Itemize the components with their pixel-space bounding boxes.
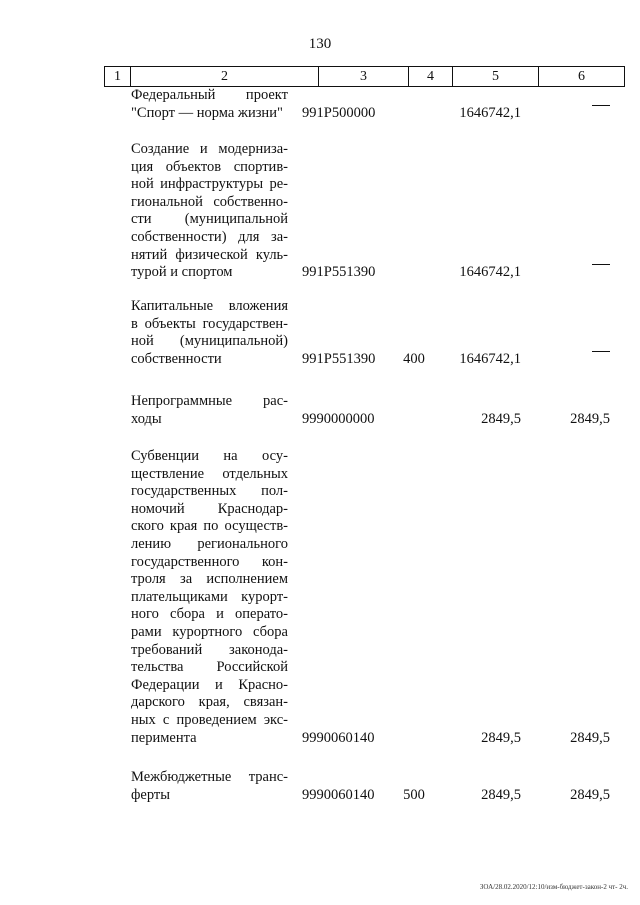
row-name-line: ной инфраструктуры ре-	[131, 176, 288, 193]
row-name-line: рами курортного сбора	[131, 623, 288, 640]
row-name	[131, 393, 288, 428]
row-name-line: собственности	[131, 350, 222, 367]
row-name-line: ферты	[131, 786, 170, 803]
row-code: 9990060140	[302, 729, 375, 746]
row-name-line: государственного кон-	[131, 553, 288, 570]
row-name-line: ных с проведением экс-	[131, 711, 288, 728]
row-name	[131, 448, 288, 747]
row-name-line: Федеральный проект	[131, 87, 288, 103]
row-name-line: ходы	[131, 410, 162, 427]
empty-dash	[530, 105, 610, 124]
dash-mark	[592, 264, 610, 283]
dash-mark	[592, 105, 610, 124]
row-name-line: троля за исполнением	[131, 571, 288, 588]
row-code: 9990000000	[302, 410, 375, 427]
row-kvr: 500	[403, 786, 425, 803]
header-col-3: 3	[318, 67, 408, 86]
row-sum-col5: 1646742,1	[459, 264, 521, 281]
row-name-line: ция объектов спортив-	[131, 158, 288, 175]
row-name-line: Межбюджетные транс-	[131, 769, 288, 785]
row-name-line: нятий физической куль-	[131, 246, 288, 263]
row-sum-col5: 2849,5	[481, 729, 521, 746]
row-name-line: ского края по осуществ-	[131, 518, 288, 535]
row-name-line: ществление отдельных	[131, 465, 288, 482]
row-kvr: 400	[403, 350, 425, 367]
table-header	[104, 66, 625, 87]
row-name-line: "Спорт — норма жизни"	[131, 104, 283, 121]
row-name-line: ного сбора и операто-	[131, 606, 288, 623]
row-name-line: ной (муниципальной)	[131, 333, 288, 350]
row-name-line: Создание и модерниза-	[131, 141, 288, 157]
row-name-line: Федерации и Красно-	[131, 676, 288, 693]
empty-dash	[530, 264, 610, 283]
row-sum-col5: 2849,5	[481, 410, 521, 427]
row-name	[131, 141, 288, 282]
row-name-line: Субвенции на осу-	[131, 448, 288, 464]
row-name	[131, 87, 288, 122]
row-code: 991P551390	[302, 350, 376, 367]
empty-dash	[530, 351, 610, 370]
header-col-6: 6	[538, 67, 625, 86]
row-name-line: собственности) для за-	[131, 228, 288, 245]
row-name	[131, 769, 288, 804]
row-sum-col6: 2849,5	[570, 729, 610, 746]
header-col-5: 5	[452, 67, 538, 86]
row-name-line: Непрограммные рас-	[131, 393, 288, 409]
row-sum-col6: 2849,5	[570, 786, 610, 803]
row-name-line: требований законода-	[131, 641, 288, 658]
row-sum-col6: 2849,5	[570, 410, 610, 427]
row-name-line: лению регионального	[131, 535, 288, 552]
row-name-line: Капитальные вложения	[131, 298, 288, 314]
row-name-line: перимента	[131, 729, 197, 746]
row-code: 991P551390	[302, 264, 376, 281]
row-sum-col5: 1646742,1	[459, 350, 521, 367]
row-name-line: дарского края, связан-	[131, 694, 288, 711]
row-name-line: турой и спортом	[131, 264, 233, 281]
footer-stamp: ЗОА/28.02.2020/12:10/изм-бюджет-закон-2 чт- 2ч.	[479, 883, 628, 891]
row-name	[131, 298, 288, 368]
header-col-4: 4	[408, 67, 452, 86]
dash-mark	[592, 351, 610, 370]
page-number: 130	[308, 36, 332, 52]
row-sum-col5: 1646742,1	[459, 104, 521, 121]
row-name-line: гиональной собственно-	[131, 193, 288, 210]
row-code: 991P500000	[302, 104, 376, 121]
header-col-2: 2	[130, 67, 318, 86]
row-sum-col5: 2849,5	[481, 786, 521, 803]
row-name-line: номочий Краснодар-	[131, 500, 288, 517]
row-name-line: в объекты государствен-	[131, 315, 288, 332]
row-code: 9990060140	[302, 786, 375, 803]
row-name-line: сти (муниципальной	[131, 211, 288, 228]
header-col-1: 1	[104, 67, 130, 86]
row-name-line: тельства Российской	[131, 659, 288, 676]
row-name-line: государственных пол-	[131, 483, 288, 500]
row-name-line: плательщиками курорт-	[131, 588, 288, 605]
